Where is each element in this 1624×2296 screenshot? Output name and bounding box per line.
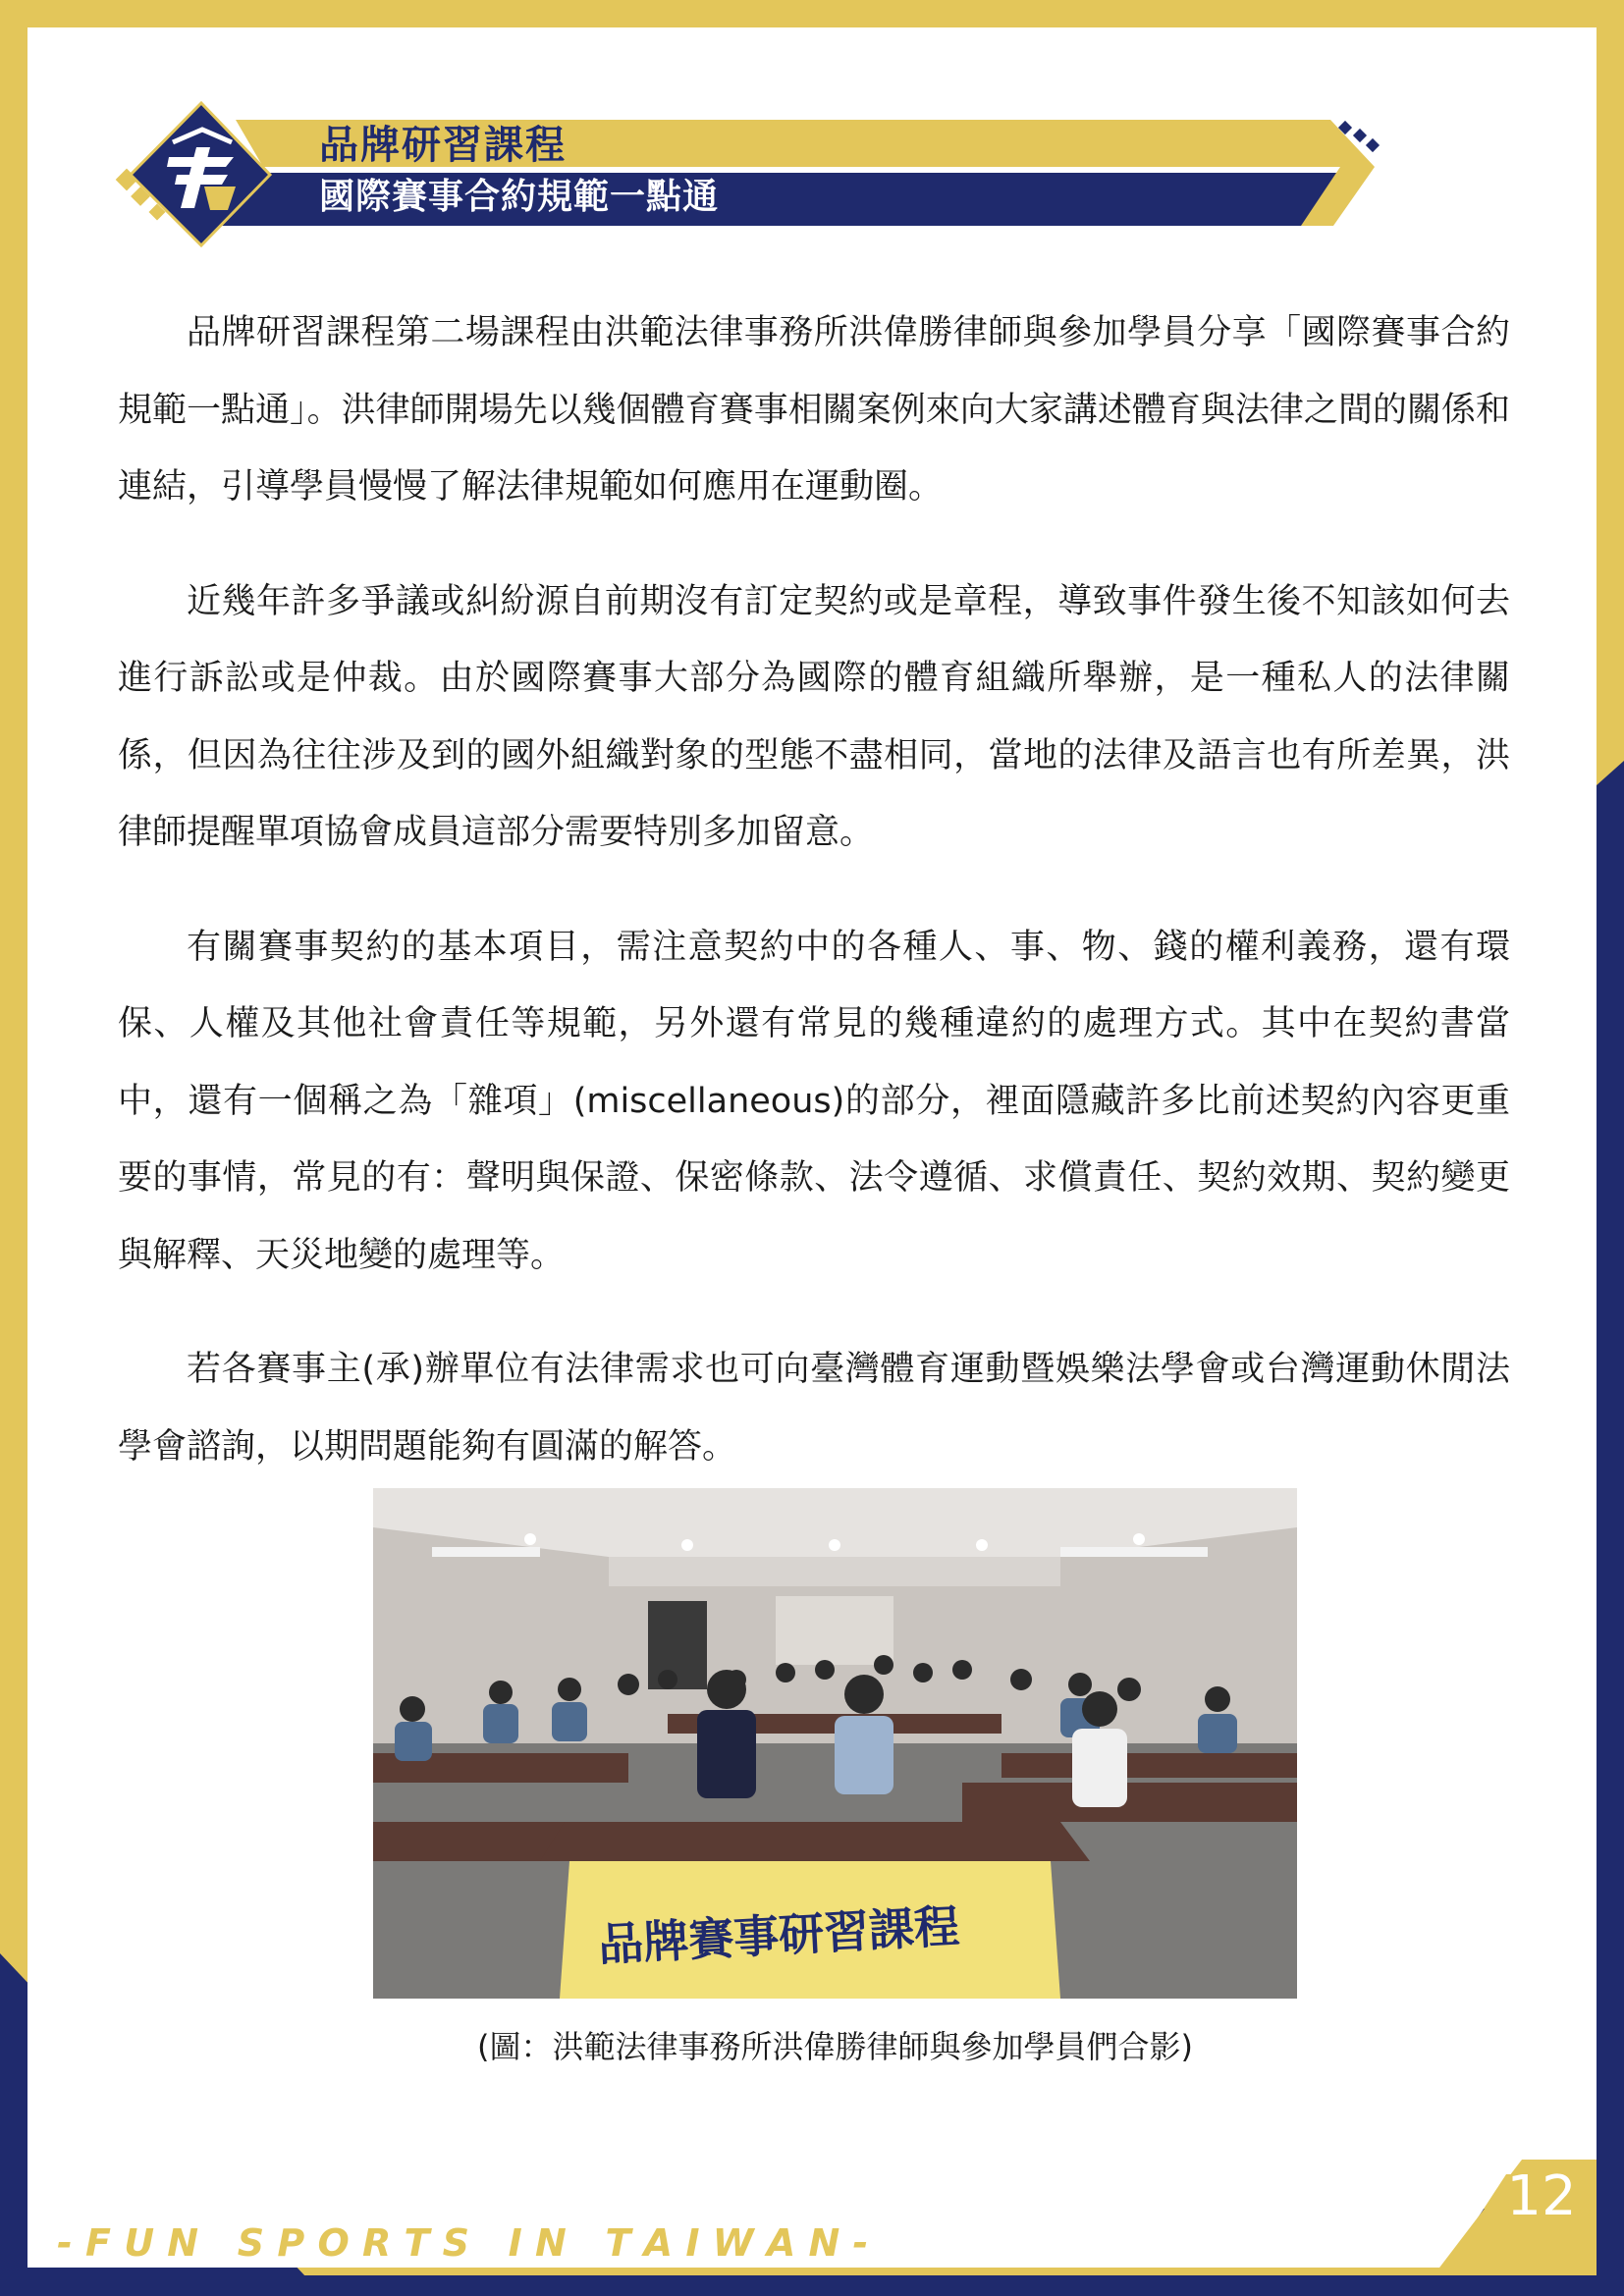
article-body (118, 294, 1510, 1522)
header-title: 品牌研習課程 (319, 123, 567, 168)
paragraph-2: 近幾年許多爭議或糾紛源自前期沒有訂定契約或是章程，導致事件發生後不知該如何去進行訴訟或是仲裁。由於國際賽事大部分為國際的體育組織所舉辦，是一種私人的法律關係，但因為往往涉及到的國外組織對象的型態不盡相同，當地的法律及語言也有所差異，洪律師提醒單項協會成員這部分需要特別多加留意。 (118, 581, 1510, 852)
photo-caption: (圖：洪範法律事務所洪偉勝律師與參加學員們合影) (477, 2028, 1193, 2065)
header-subtitle: 國際賽事合約規範一點通 (319, 177, 720, 217)
paragraph-1: 品牌研習課程第二場課程由洪範法律事務所洪偉勝律師與參加學員分享「國際賽事合約規範一點通」。洪律師開場先以幾個體育賽事相關案例來向大家講述體育與法律之間的關係和連結，引導學員慢慢了解法律規範如何應用在運動圈。 (118, 313, 1510, 507)
header-graphic (0, 0, 1624, 255)
group-photo (373, 1488, 1297, 1999)
header-banner (0, 0, 1624, 255)
page-number: 12 (1506, 2164, 1577, 2228)
paragraph-3: 有關賽事契約的基本項目，需注意契約中的各種人、事、物、錢的權利義務，還有環保、人權及其他社會責任等規範，另外還有常見的幾種違約的處理方式。其中在契約書當中，還有一個稱之為「雜項」(miscellaneous)的部分，裡面隱藏許多比前述契約內容更重要的事情，常見的有：聲明與保證、保密條款、法令遵循、求償責任、契約效期、契約變更與解釋、天災地變的處理等。 (118, 927, 1510, 1275)
banner-text: 品牌賽事研習課程 (597, 1899, 961, 1972)
footer-slogan: - F U N S P O R T S I N T A I W A N - (57, 2221, 869, 2265)
paragraph-4: 若各賽事主(承)辦單位有法律需求也可向臺灣體育運動暨娛樂法學會或台灣運動休閒法學會諮詢，以期問題能夠有圓滿的解答。 (118, 1350, 1510, 1467)
